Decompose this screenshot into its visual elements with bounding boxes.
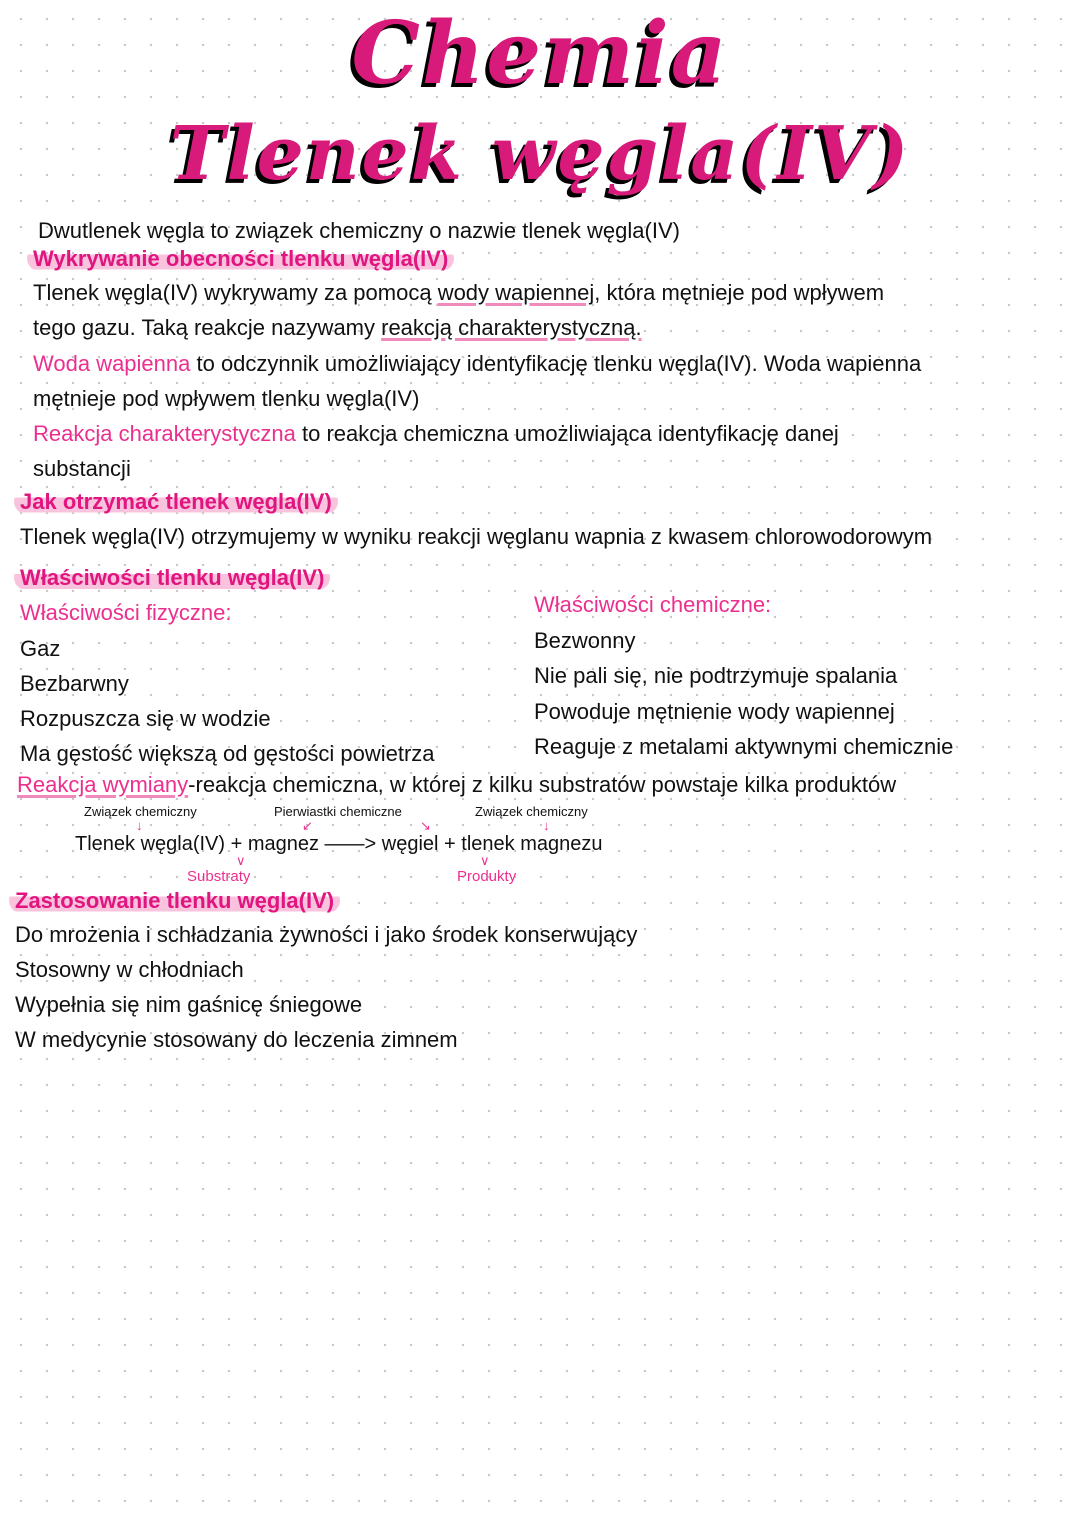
chemical-item: Nie pali się, nie podtrzymuje spalania [534,663,898,688]
use-item: W medycynie stosowany do leczenia zimnem [15,1027,458,1052]
arrow-down-icon: ↓ [136,818,143,833]
chemical-item: Reaguje z metalami aktywnymi chemicznie [534,734,954,759]
heading-uses: Zastosowanie tlenku węgla(IV) [9,888,340,913]
heading-detection: Wykrywanie obecności tlenku węgla(IV) [27,246,454,271]
arrow-down-left-icon: ↙ [302,818,313,833]
chemical-heading: Właściwości chemiczne: [534,592,772,617]
label-compound-1: Związek chemiczny [84,804,197,819]
physical-item: Rozpuszcza się w wodzie [20,706,271,731]
physical-heading: Właściwości fizyczne: [20,600,232,625]
physical-item: Ma gęstość większą od gęstości powietrza [20,741,435,766]
exchange-definition: Reakcja wymiany-reakcja chemiczna, w której z kilku substratów powstaje kilka produktów [17,772,897,797]
detection-p5: Reakcja charakterystyczna to reakcja chemiczna umożliwiająca identyfikację danej [33,421,839,446]
products-label: Produkty [457,868,517,885]
use-item: Do mrożenia i schładzania żywności i jako środek konserwujący [15,922,638,947]
detection-p1: Tlenek węgla(IV) wykrywamy za pomocą wody wapiennej, która mętnieje pod wpływem [33,280,885,305]
obtain-text: Tlenek węgla(IV) otrzymujemy w wyniku reakcji węglanu wapnia z kwasem chlorowodorowym [20,524,933,549]
arrow-down-icon: ↓ [543,818,550,833]
label-elements: Pierwiastki chemiczne [274,804,402,819]
physical-item: Gaz [20,636,61,661]
chemical-item: Powoduje mętnienie wody wapiennej [534,699,895,724]
heading-properties: Właściwości tlenku węgla(IV) [14,565,330,590]
detection-p3: Woda wapienna to odczynnik umożliwiający identyfikację tlenku węgla(IV). Woda wapienna [33,351,922,376]
reaction-equation: Tlenek węgla(IV) + magnez ——> węgiel + tlenek magnezu [75,833,603,855]
chemical-item: Bezwonny [534,628,636,653]
detection-p2: tego gazu. Taką reakcje nazywamy reakcją charakterystyczną. [33,315,642,340]
label-compound-2: Związek chemiczny [475,804,588,819]
intro-text: Dwutlenek węgla to związek chemiczny o nazwie tlenek węgla(IV) [38,218,680,243]
bracket-v-icon: ∨ [236,853,246,868]
detection-p6: substancji [33,456,131,481]
bracket-v-icon: ∨ [480,853,490,868]
title-topic: Tlenek węgla(IV) [169,111,911,197]
use-item: Stosowny w chłodniach [15,957,244,982]
title-chemia: Chemia [351,3,729,104]
detection-p4: mętnieje pod wpływem tlenku węgla(IV) [33,386,420,411]
use-item: Wypełnia się nim gaśnicę śniegowe [15,992,363,1017]
substrates-label: Substraty [187,868,251,885]
heading-obtain: Jak otrzymać tlenek węgla(IV) [14,489,338,514]
arrow-down-right-icon: ↘ [420,818,431,833]
physical-item: Bezbarwny [20,671,129,696]
